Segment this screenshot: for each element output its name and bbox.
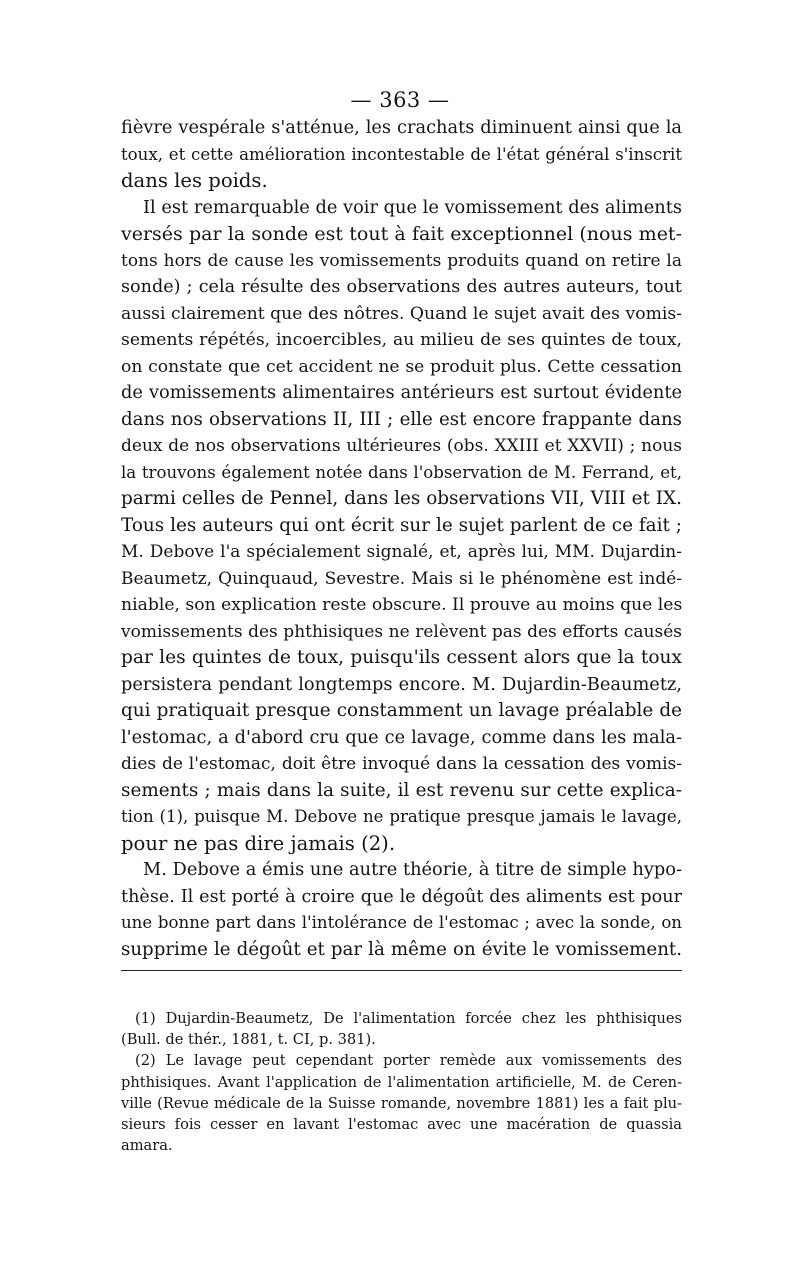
text-line: toux, et cette amélioration incontestable de l'état général s'inscrit bbox=[121, 144, 682, 164]
text-line: une bonne part dans l'intolérance de l'estomac ; avec la sonde, on bbox=[121, 913, 682, 932]
text-line: Il est remarquable de voir que le vomissement des aliments bbox=[143, 196, 682, 218]
text-line: niable, son explication reste obscure. Il prouve au moins que les bbox=[121, 595, 683, 615]
page-number: — 363 — bbox=[350, 88, 450, 112]
text-line: l'estomac, a d'abord cru que ce lavage, comme dans les mala- bbox=[121, 726, 682, 748]
footnote-line: ville (Revue médicale de la Suisse romande, novembre 1881) les a fait plu- bbox=[121, 1094, 682, 1112]
footnote-line: (Bull. de thér., 1881, t. CI, p. 381). bbox=[121, 1031, 376, 1049]
text-line: supprime le dégoût et par là même on évite le vomissement. bbox=[121, 938, 682, 960]
text-line: dies de l'estomac, doit être invoqué dans la cessation des vomis- bbox=[121, 754, 682, 774]
text-line: thèse. Il est porté à croire que le dégoût des aliments est pour bbox=[121, 886, 682, 907]
text-line: M. Debove l'a spécialement signalé, et, après lui, MM. Dujardin- bbox=[121, 542, 682, 562]
text-line: fièvre vespérale s'atténue, les crachats diminuent ainsi que la bbox=[121, 117, 682, 138]
footnote-line: sieurs fois cesser en lavant l'estomac avec une macération de quassia bbox=[121, 1115, 682, 1133]
footnote-line: (1) Dujardin-Beaumetz, De l'alimentation forcée chez les phthisiques bbox=[135, 1010, 682, 1027]
text-line: sements répétés, incoercibles, au milieu de ses quintes de toux, bbox=[121, 330, 682, 350]
footnotes bbox=[121, 1008, 682, 1156]
body-text bbox=[121, 115, 682, 963]
text-line: par les quintes de toux, puisqu'ils cessent alors que la toux bbox=[121, 647, 682, 668]
text-line: aussi clairement que des nôtres. Quand le sujet avait des vomis- bbox=[121, 303, 682, 324]
text-line: parmi celles de Pennel, dans les observations VII, VIII et IX. bbox=[121, 488, 682, 509]
text-line: vomissements des phthisiques ne relèvent pas des efforts causés bbox=[121, 621, 682, 642]
text-line: dans les poids. bbox=[121, 169, 268, 192]
text-line: la trouvons également notée dans l'observation de M. Ferrand, et, bbox=[121, 462, 682, 482]
text-line: tons hors de cause les vomissements produits quand on retire la bbox=[121, 250, 682, 271]
footnote-divider bbox=[121, 970, 682, 971]
text-line: dans nos observations II, III ; elle est encore frappante dans bbox=[121, 408, 682, 430]
footnote-line: amara. bbox=[121, 1137, 173, 1155]
text-line: Tous les auteurs qui ont écrit sur le sujet parlent de ce fait ; bbox=[121, 514, 682, 536]
text-line: tion (1), puisque M. Debove ne pratique presque jamais le lavage, bbox=[121, 807, 682, 826]
text-line: sements ; mais dans la suite, il est revenu sur cette explica- bbox=[121, 779, 682, 801]
text-line: sonde) ; cela résulte des observations des autres auteurs, tout bbox=[121, 277, 682, 297]
text-line: Beaumetz, Quinquaud, Sevestre. Mais si le phénomène est indé- bbox=[121, 568, 682, 589]
text-line: de vomissements alimentaires antérieurs est surtout évidente bbox=[121, 382, 682, 403]
text-line: versés par la sonde est tout à fait exceptionnel (nous met- bbox=[121, 223, 682, 245]
text-line: on constate que cet accident ne se produit plus. Cette cessation bbox=[121, 356, 682, 377]
text-line: persistera pendant longtemps encore. M. Dujardin-Beaumetz, bbox=[121, 673, 682, 695]
text-line: pour ne pas dire jamais (2). bbox=[121, 831, 396, 855]
footnote-line: (2) Le lavage peut cependant porter remède aux vomissements des bbox=[135, 1052, 682, 1070]
text-line: deux de nos observations ultérieures (obs. XXIII et XXVII) ; nous bbox=[121, 436, 682, 456]
text-line: M. Debove a émis une autre théorie, à titre de simple hypo- bbox=[143, 859, 682, 880]
text-line: qui pratiquait presque constamment un lavage préalable de bbox=[121, 700, 682, 721]
footnote-line: phthisiques. Avant l'application de l'alimentation artificielle, M. de Ceren- bbox=[121, 1073, 682, 1091]
